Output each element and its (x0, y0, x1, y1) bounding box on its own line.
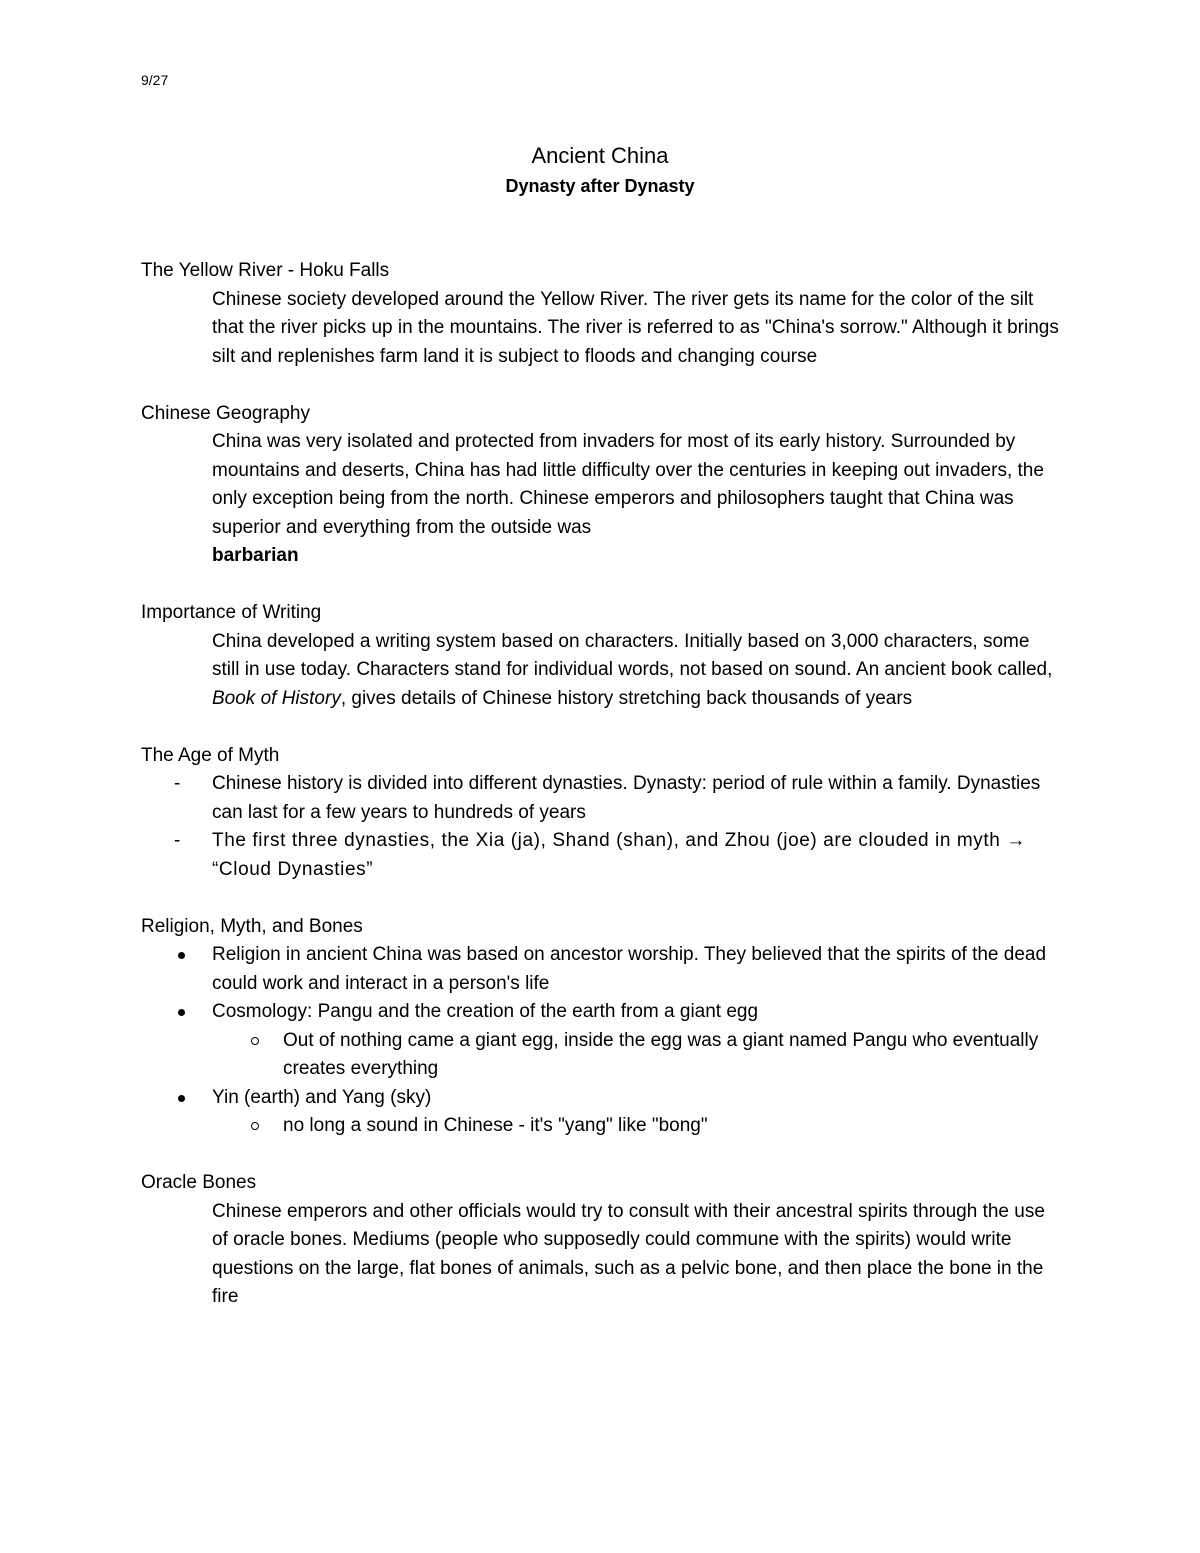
bullet-circle-icon (251, 1122, 259, 1130)
section-myth (141, 742, 1071, 885)
bullet-dot-icon (178, 1009, 185, 1016)
section-religion (141, 913, 1071, 1141)
list-item-text: The first three dynasties, the Xia (ja), Shand (shan), and Zhou (joe) are clouded in myth → “Cloud Dynasties” (212, 830, 1026, 880)
section-heading: Chinese Geography (141, 402, 310, 424)
page-title: Ancient China (531, 143, 669, 168)
section-heading: Importance of Writing (141, 602, 322, 623)
list-item-text: Cosmology: Pangu and the creation of the earth from a giant egg (212, 1001, 759, 1022)
section-paragraph: Chinese society developed around the Yellow River. The river gets its name for the color of the silt that the river picks up in the mountains. The river is referred to as "China's sorrow." Although it brings silt and replenishes farm land it is subject to floods and changing course (212, 288, 1059, 367)
paragraph-text: China developed a writing system based on characters. Initially based on 3,000 characters, some still in use today. Characters stand for individual words, not based on sound. An ancient book called, (212, 630, 1053, 680)
paragraph-text: , gives details of Chinese history stretching back thousands of years (340, 687, 913, 709)
section-paragraph: Chinese emperors and other officials would try to consult with their ancestral spirits through the use of oracle bones. Mediums (people who supposedly could commune with the spirits) would write questions on the large, flat bones of animals, such as a pelvic bone, and then place the bone in the fire (212, 1200, 1045, 1307)
dash-marker: - (174, 773, 181, 794)
bullet-dot-icon (178, 1095, 185, 1102)
section-heading: Religion, Myth, and Bones (141, 915, 363, 937)
bullet-list (141, 941, 1071, 1141)
title-block (0, 142, 1200, 200)
sub-list-item-text: Out of nothing came a giant egg, inside the egg was a giant named Pangu who eventually creates everything (283, 1029, 1039, 1079)
sub-list-item (212, 1027, 1062, 1084)
sub-list-item (212, 1112, 1062, 1141)
list-item (141, 998, 1062, 1084)
list-item-text: Yin (earth) and Yang (sky) (212, 1086, 432, 1108)
section-paragraph (212, 428, 1062, 571)
section-paragraph (212, 628, 1062, 714)
dash-list (141, 770, 1071, 884)
section-yellow-river (141, 257, 1071, 371)
bullet-circle-icon (251, 1037, 259, 1045)
page-subtitle: Dynasty after Dynasty (505, 176, 695, 196)
list-item-text: Chinese history is divided into different dynasties. Dynasty: period of rule within a family. Dynasties can last for a few years to hundreds of years (212, 773, 1041, 823)
section-oracle-bones (141, 1169, 1071, 1312)
dash-marker: - (174, 830, 181, 851)
list-item (141, 1084, 1062, 1141)
section-geography (141, 400, 1071, 571)
section-heading: The Yellow River - Hoku Falls (141, 260, 390, 281)
section-writing (141, 599, 1071, 713)
bold-term: barbarian (212, 545, 299, 566)
paragraph-text: China was very isolated and protected from invaders for most of its early history. Surrounded by mountains and deserts, China has had little difficulty over the centuries in keeping out invaders, the only exception being from the north. Chinese emperors and philosophers taught that China was superior and everything from the outside was (212, 431, 1044, 538)
sub-list (212, 1027, 1062, 1084)
list-item (141, 770, 1062, 827)
sub-list-item-text: no long a sound in Chinese - it's "yang" like "bong" (283, 1115, 708, 1136)
sub-list (212, 1112, 1062, 1141)
list-item (141, 827, 1062, 884)
list-item-text: Religion in ancient China was based on ancestor worship. They believed that the spirits of the dead could work and interact in a person's life (212, 944, 1047, 994)
book-title: Book of History (212, 687, 341, 709)
document-body (141, 257, 1071, 1340)
section-heading: Oracle Bones (141, 1172, 257, 1193)
list-item (141, 941, 1062, 998)
section-heading: The Age of Myth (141, 744, 280, 766)
date-label: 9/27 (141, 72, 169, 88)
bullet-dot-icon (178, 952, 185, 959)
